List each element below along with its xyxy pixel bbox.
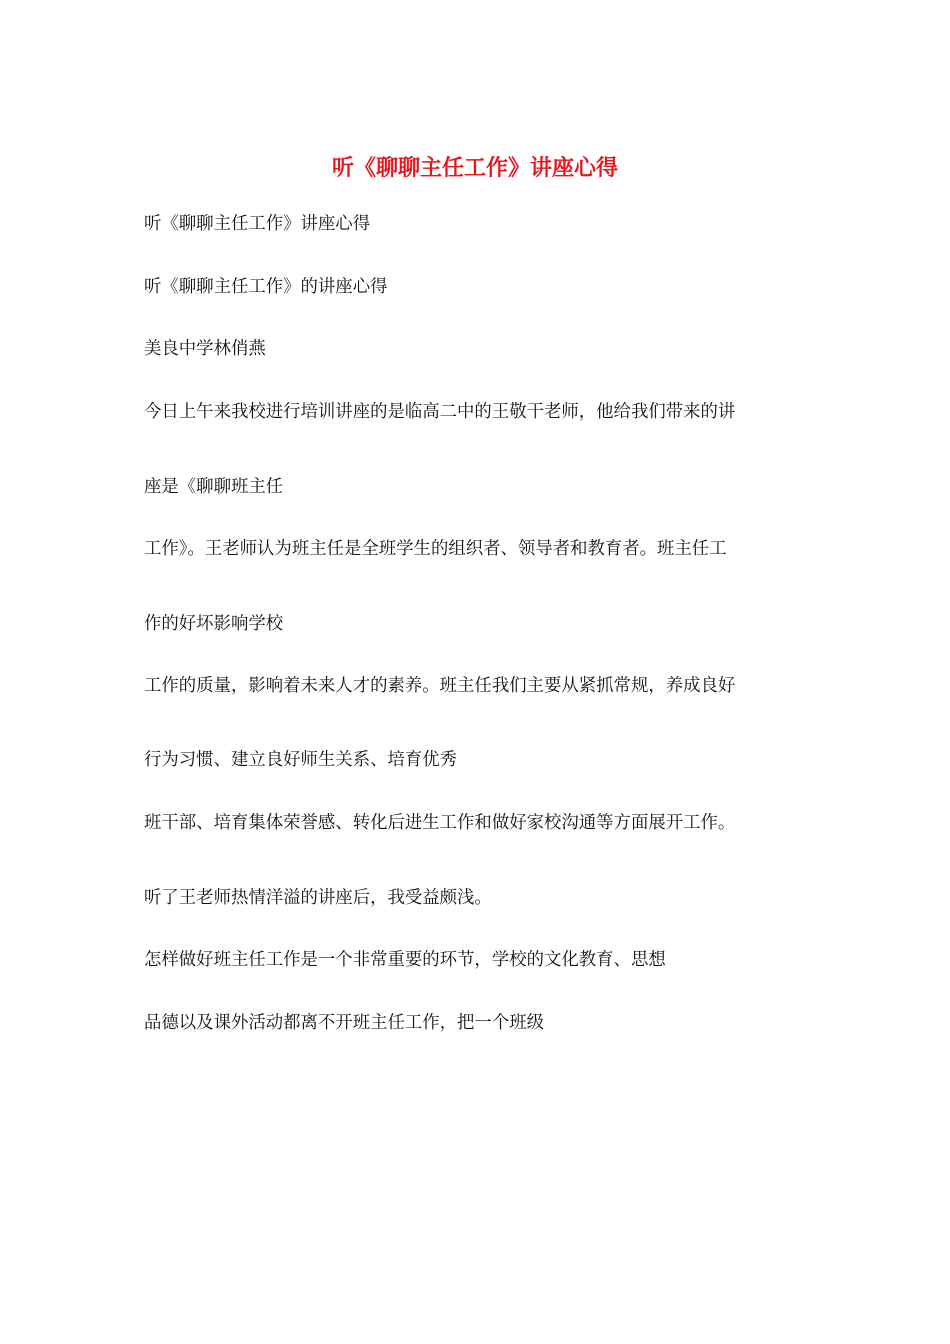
text-line-5: 座是《聊聊班主任	[144, 477, 284, 497]
document-title: 听《聊聊主任工作》讲座心得	[331, 155, 618, 181]
text-line-4: 今日上午来我校进行培训讲座的是临高二中的王敬干老师，他给我们带来的讲	[144, 402, 736, 422]
text-line-6: 工作》。王老师认为班主任是全班学生的组织者、领导者和教育者。班主任工	[144, 539, 727, 559]
text-line-2: 听《聊聊主任工作》的讲座心得	[144, 277, 388, 297]
text-line-9: 行为习惯、建立良好师生关系、培育优秀	[144, 750, 458, 770]
author-line: 美良中学林俏燕	[144, 339, 266, 359]
text-line-8: 工作的质量，影响着未来人才的素养。班主任我们主要从紧抓常规，养成良好	[144, 676, 736, 696]
text-line-10: 班干部、培育集体荣誉感、转化后进生工作和做好家校沟通等方面展开工作。	[144, 813, 736, 833]
text-line-12: 怎样做好班主任工作是一个非常重要的环节，学校的文化教育、思想	[144, 950, 666, 970]
text-line-7: 作的好坏影响学校	[144, 614, 284, 634]
text-line-1: 听《聊聊主任工作》讲座心得	[144, 214, 371, 234]
text-line-11: 听了王老师热情洋溢的讲座后，我受益颇浅。	[144, 888, 492, 908]
text-line-13: 品德以及课外活动都离不开班主任工作，把一个班级	[144, 1013, 544, 1033]
